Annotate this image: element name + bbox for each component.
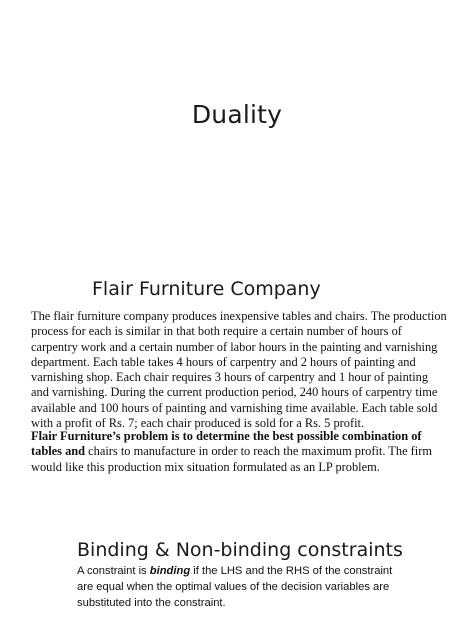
definition-suffix-text: if the LHS and the RHS of the constraint are equal when the optimal values of the decision variables are substituted into the constraint. (77, 565, 393, 609)
slide-heading: Flair Furniture Company (92, 278, 321, 300)
problem-statement-bold-text: Flair Furniture’s problem is to determine the best possible combination of tables and (31, 429, 422, 459)
binding-definition-paragraph (77, 563, 407, 611)
problem-statement-paragraph (31, 429, 447, 475)
definition-prefix-text: A constraint is (77, 565, 150, 577)
slide-title: Duality (191, 100, 283, 129)
slide-flair-furniture (0, 238, 474, 506)
slide-duality (0, 0, 474, 238)
definition-term: binding (149, 565, 191, 577)
slide-heading: Binding & Non-binding constraints (77, 539, 403, 561)
problem-statement-text: chairs to manufacture in order to reach the maximum profit. The firm would like this production mix situation formulated as an LP problem. (31, 444, 432, 474)
slide-binding-constraints (0, 506, 474, 632)
problem-description-paragraph: The flair furniture company produces inexpensive tables and chairs. The production process for each is similar in that both require a certain number of hours of carpentry work and a certain number of labor hours in the painting and varnishing department. Each table takes 4 hours of carpentry and 2 hours of painting and varnishing shop. Each chair requires 3 hours of carpentry and 1 hour of painting and varnishing. During the current production period, 240 hours of carpentry time available and 100 hours of painting and varnishing time available. Each table sold with a profit of Rs. 7; each chair produced is sold for a Rs. 5 profit. (31, 309, 447, 431)
